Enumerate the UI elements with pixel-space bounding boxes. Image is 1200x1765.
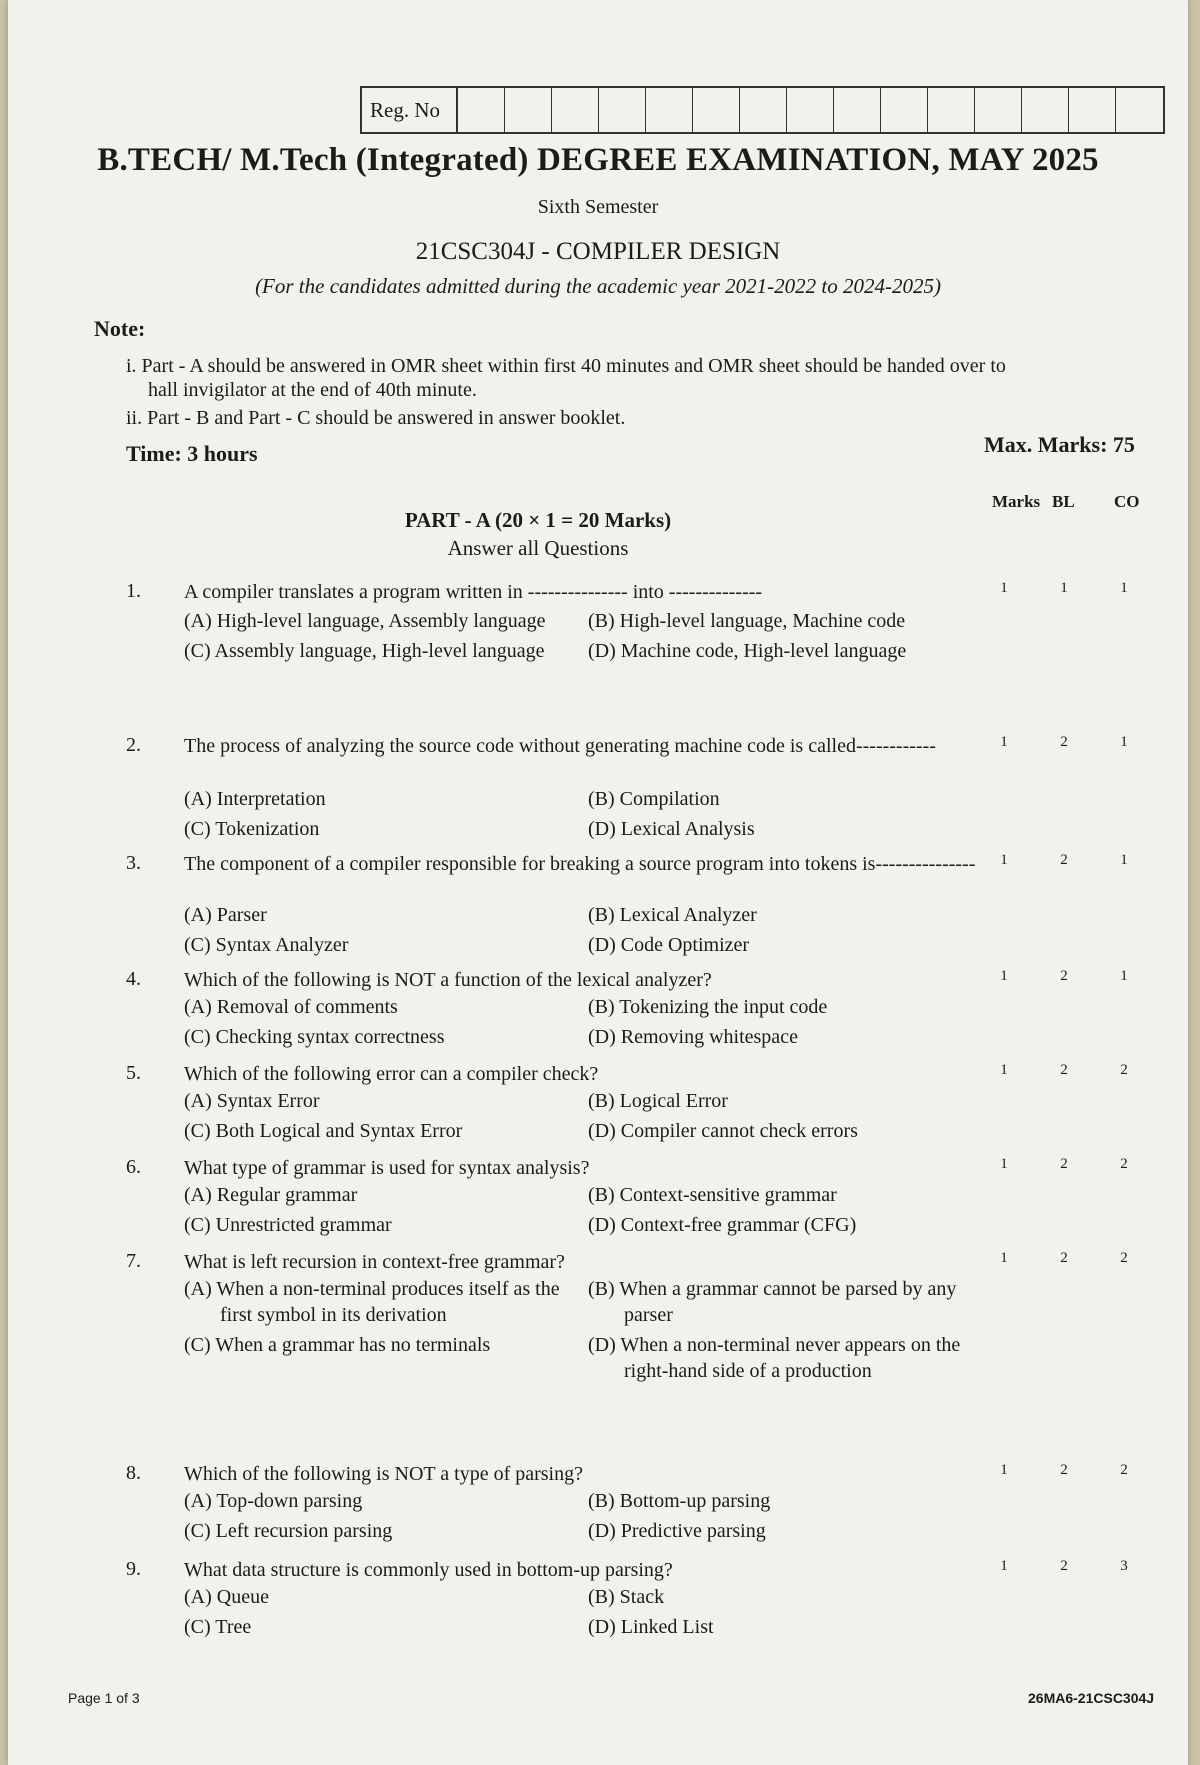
option-c: (C) Tree	[184, 1616, 252, 1638]
question-number: 9.	[126, 1558, 141, 1580]
exam-paper	[8, 0, 1188, 1765]
reg-no-label: Reg. No	[362, 88, 458, 132]
bl-value: 2	[1060, 1062, 1068, 1078]
marks-column-header: Marks	[992, 492, 1041, 511]
marks-value: 1	[1000, 1462, 1008, 1478]
question-number: 1.	[126, 580, 141, 602]
question-number: 4.	[126, 968, 141, 990]
option-b: (B) Tokenizing the input code	[588, 996, 828, 1018]
option-d: (D) Linked List	[588, 1616, 714, 1638]
option-b: (B) Context-sensitive grammar	[588, 1184, 837, 1206]
marks-value: 1	[1000, 968, 1008, 984]
reg-cell	[1116, 88, 1163, 132]
reg-cell	[834, 88, 881, 132]
option-a: (A) Interpretation	[184, 788, 326, 810]
part-a-title: PART - A (20 × 1 = 20 Marks)	[404, 508, 672, 532]
registration-number-box	[360, 86, 1165, 134]
co-column-header: CO	[1114, 492, 1140, 511]
question-number: 5.	[126, 1062, 141, 1084]
note-line-1b-text: hall invigilator at the end of 40th minute.	[148, 379, 477, 401]
paper-code: 26MA6-21CSC304J	[1028, 1690, 1155, 1706]
options	[184, 994, 984, 1050]
co-value: 1	[1120, 734, 1128, 750]
option-b: (B) Compilation	[588, 788, 720, 810]
question-text: What data structure is commonly used in bottom-up parsing?	[184, 1559, 673, 1581]
reg-cell	[1022, 88, 1069, 132]
option-b: (B) Bottom-up parsing	[588, 1490, 771, 1512]
reg-cell	[787, 88, 834, 132]
reg-cell	[1069, 88, 1116, 132]
reg-cell	[552, 88, 599, 132]
option-b: (B) When a grammar cannot be parsed by any parser	[588, 1278, 957, 1326]
co-value: 1	[1120, 968, 1128, 984]
bl-column-header: BL	[1052, 492, 1075, 511]
question-text: The component of a compiler responsible for breaking a source program into tokens is---------------	[184, 853, 976, 875]
question-number: 3.	[126, 852, 141, 874]
option-d: (D) Context-free grammar (CFG)	[588, 1214, 857, 1236]
reg-cell	[599, 88, 646, 132]
bl-value: 2	[1060, 1156, 1068, 1172]
question-text: What is left recursion in context-free grammar?	[184, 1251, 565, 1273]
bl-value: 2	[1060, 734, 1068, 750]
option-b: (B) Lexical Analyzer	[588, 904, 757, 926]
co-value: 3	[1120, 1558, 1128, 1574]
option-a: (A) Regular grammar	[184, 1184, 358, 1206]
marks-value: 1	[1000, 1250, 1008, 1266]
option-b: (B) High-level language, Machine code	[588, 610, 906, 632]
bl-value: 2	[1060, 1462, 1068, 1478]
reg-cell	[646, 88, 693, 132]
option-c: (C) When a grammar has no terminals	[184, 1334, 491, 1356]
bl-value: 2	[1060, 968, 1068, 984]
option-a: (A) Removal of comments	[184, 996, 398, 1018]
reg-cell	[458, 88, 505, 132]
option-c: (C) Assembly language, High-level language	[184, 640, 545, 662]
option-c: (C) Checking syntax correctness	[184, 1026, 445, 1048]
co-value: 1	[1120, 580, 1128, 596]
question-text: Which of the following is NOT a function of the lexical analyzer?	[184, 969, 712, 991]
marks-value: 1	[1000, 1156, 1008, 1172]
course-title: 21CSC304J - COMPILER DESIGN	[415, 238, 781, 265]
option-d: (D) Machine code, High-level language	[588, 640, 907, 662]
note-line-1	[126, 354, 1146, 402]
marks-value: 1	[1000, 852, 1008, 868]
question-text: The process of analyzing the source code without generating machine code is called------------	[184, 735, 936, 757]
options	[184, 1584, 984, 1640]
marks-value: 1	[1000, 1062, 1008, 1078]
bl-value: 1	[1060, 580, 1068, 596]
reg-cell	[975, 88, 1022, 132]
semester: Sixth Semester	[537, 196, 659, 218]
note-line-2: ii. Part - B and Part - C should be answered in answer booklet.	[126, 407, 626, 429]
question-number: 8.	[126, 1462, 141, 1484]
question-text: Which of the following is NOT a type of parsing?	[184, 1463, 583, 1485]
co-value: 2	[1120, 1156, 1128, 1172]
option-a: (A) Syntax Error	[184, 1090, 320, 1112]
option-c: (C) Tokenization	[184, 818, 320, 840]
exam-title: B.TECH/ M.Tech (Integrated) DEGREE EXAMINATION, MAY 2025	[97, 142, 1099, 178]
marks-value: 1	[1000, 1558, 1008, 1574]
options	[184, 786, 984, 842]
question-number: 7.	[126, 1250, 141, 1272]
time-duration: Time: 3 hours	[126, 441, 258, 466]
options	[184, 1276, 984, 1384]
option-d: (D) Predictive parsing	[588, 1520, 766, 1542]
option-c: (C) Both Logical and Syntax Error	[184, 1120, 463, 1142]
question-number: 2.	[126, 734, 141, 756]
options	[184, 1182, 984, 1238]
options	[184, 608, 984, 664]
option-d: (D) Code Optimizer	[588, 934, 750, 956]
option-a: (A) High-level language, Assembly language	[184, 610, 546, 632]
option-a: (A) Parser	[184, 904, 267, 926]
co-value: 2	[1120, 1462, 1128, 1478]
option-a: (A) Top-down parsing	[184, 1490, 363, 1512]
option-a: (A) When a non-terminal produces itself as the first symbol in its derivation	[184, 1278, 560, 1326]
co-value: 1	[1120, 852, 1128, 868]
note-line-1-text: i. Part - A should be answered in OMR sheet within first 40 minutes and OMR sheet should be handed over to	[126, 355, 1006, 377]
reg-cell	[928, 88, 975, 132]
option-d: (D) Lexical Analysis	[588, 818, 755, 840]
option-c: (C) Left recursion parsing	[184, 1520, 393, 1542]
bl-value: 2	[1060, 852, 1068, 868]
page-number: Page 1 of 3	[68, 1690, 140, 1706]
option-a: (A) Queue	[184, 1586, 269, 1608]
bl-value: 2	[1060, 1558, 1068, 1574]
option-d: (D) Removing whitespace	[588, 1026, 798, 1048]
question-text: What type of grammar is used for syntax analysis?	[184, 1157, 590, 1179]
option-c: (C) Syntax Analyzer	[184, 934, 349, 956]
reg-cell	[881, 88, 928, 132]
option-d: (D) Compiler cannot check errors	[588, 1120, 858, 1142]
co-value: 2	[1120, 1250, 1128, 1266]
options	[184, 902, 984, 958]
options	[184, 1088, 984, 1144]
co-value: 2	[1120, 1062, 1128, 1078]
marks-value: 1	[1000, 580, 1008, 596]
marks-value: 1	[1000, 734, 1008, 750]
question-text: Which of the following error can a compiler check?	[184, 1063, 599, 1085]
reg-cell	[693, 88, 740, 132]
option-c: (C) Unrestricted grammar	[184, 1214, 392, 1236]
admission-note: (For the candidates admitted during the academic year 2021-2022 to 2024-2025)	[255, 274, 941, 298]
question-text: A compiler translates a program written in --------------- into --------------	[184, 581, 763, 603]
max-marks: Max. Marks: 75	[984, 432, 1135, 457]
option-b: (B) Stack	[588, 1586, 665, 1608]
option-b: (B) Logical Error	[588, 1090, 728, 1112]
option-d: (D) When a non-terminal never appears on the right-hand side of a production	[588, 1334, 961, 1382]
options	[184, 1488, 984, 1544]
part-a-instruction: Answer all Questions	[447, 536, 629, 560]
reg-cell	[505, 88, 552, 132]
question-number: 6.	[126, 1156, 141, 1178]
note-heading: Note:	[94, 316, 146, 341]
bl-value: 2	[1060, 1250, 1068, 1266]
reg-cell	[740, 88, 787, 132]
